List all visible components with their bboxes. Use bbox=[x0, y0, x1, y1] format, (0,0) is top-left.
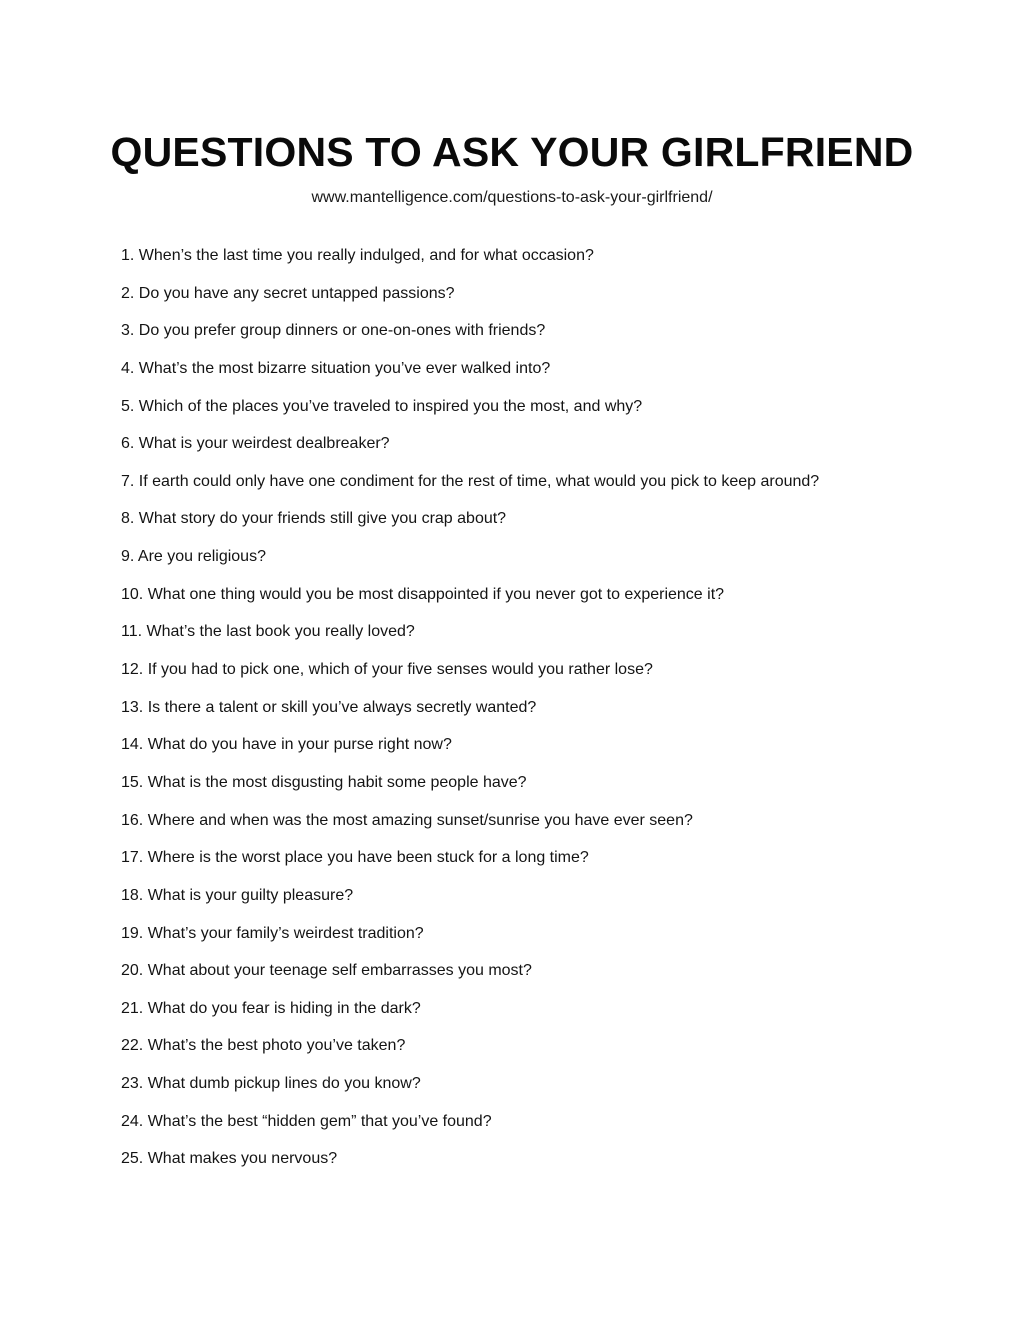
source-url: www.mantelligence.com/questions-to-ask-your-girlfriend/ bbox=[311, 189, 713, 206]
question-item-15: 15. What is the most disgusting habit some people have? bbox=[121, 773, 527, 791]
question-item-2: 2. Do you have any secret untapped passions? bbox=[121, 284, 455, 302]
page-title: QUESTIONS TO ASK YOUR GIRLFRIEND bbox=[110, 129, 914, 175]
question-item-22: 22. What’s the best photo you’ve taken? bbox=[121, 1037, 406, 1055]
question-item-14: 14. What do you have in your purse right now? bbox=[121, 736, 452, 754]
question-item-12: 12. If you had to pick one, which of your five senses would you rather lose? bbox=[121, 661, 653, 679]
question-item-18: 18. What is your guilty pleasure? bbox=[121, 886, 354, 904]
question-item-10: 10. What one thing would you be most disappointed if you never got to experience it? bbox=[121, 585, 725, 603]
question-item-8: 8. What story do your friends still give you crap about? bbox=[121, 510, 507, 528]
question-item-5: 5. Which of the places you’ve traveled to inspired you the most, and why? bbox=[121, 397, 643, 415]
question-item-21: 21. What do you fear is hiding in the dark? bbox=[121, 999, 421, 1017]
question-item-6: 6. What is your weirdest dealbreaker? bbox=[121, 435, 390, 453]
question-item-11: 11. What’s the last book you really loved? bbox=[121, 623, 415, 641]
question-item-16: 16. Where and when was the most amazing sunset/sunrise you have ever seen? bbox=[121, 811, 693, 829]
question-item-3: 3. Do you prefer group dinners or one-on-ones with friends? bbox=[121, 322, 546, 340]
question-item-4: 4. What’s the most bizarre situation you’ve ever walked into? bbox=[121, 359, 551, 377]
question-list bbox=[121, 245, 1001, 1186]
question-item-23: 23. What dumb pickup lines do you know? bbox=[121, 1075, 421, 1093]
question-item-24: 24. What’s the best “hidden gem” that you’ve found? bbox=[121, 1112, 492, 1130]
question-item-1: 1. When’s the last time you really indulged, and for what occasion? bbox=[121, 247, 594, 264]
question-item-9: 9. Are you religious? bbox=[121, 548, 266, 566]
question-item-20: 20. What about your teenage self embarrasses you most? bbox=[121, 962, 532, 980]
question-item-19: 19. What’s your family’s weirdest tradition? bbox=[121, 924, 424, 942]
question-item-25: 25. What makes you nervous? bbox=[121, 1150, 338, 1168]
question-item-7: 7. If earth could only have one condiment for the rest of time, what would you pick to keep around? bbox=[121, 472, 820, 490]
question-item-17: 17. Where is the worst place you have been stuck for a long time? bbox=[121, 849, 589, 867]
question-item-13: 13. Is there a talent or skill you’ve always secretly wanted? bbox=[121, 698, 537, 716]
